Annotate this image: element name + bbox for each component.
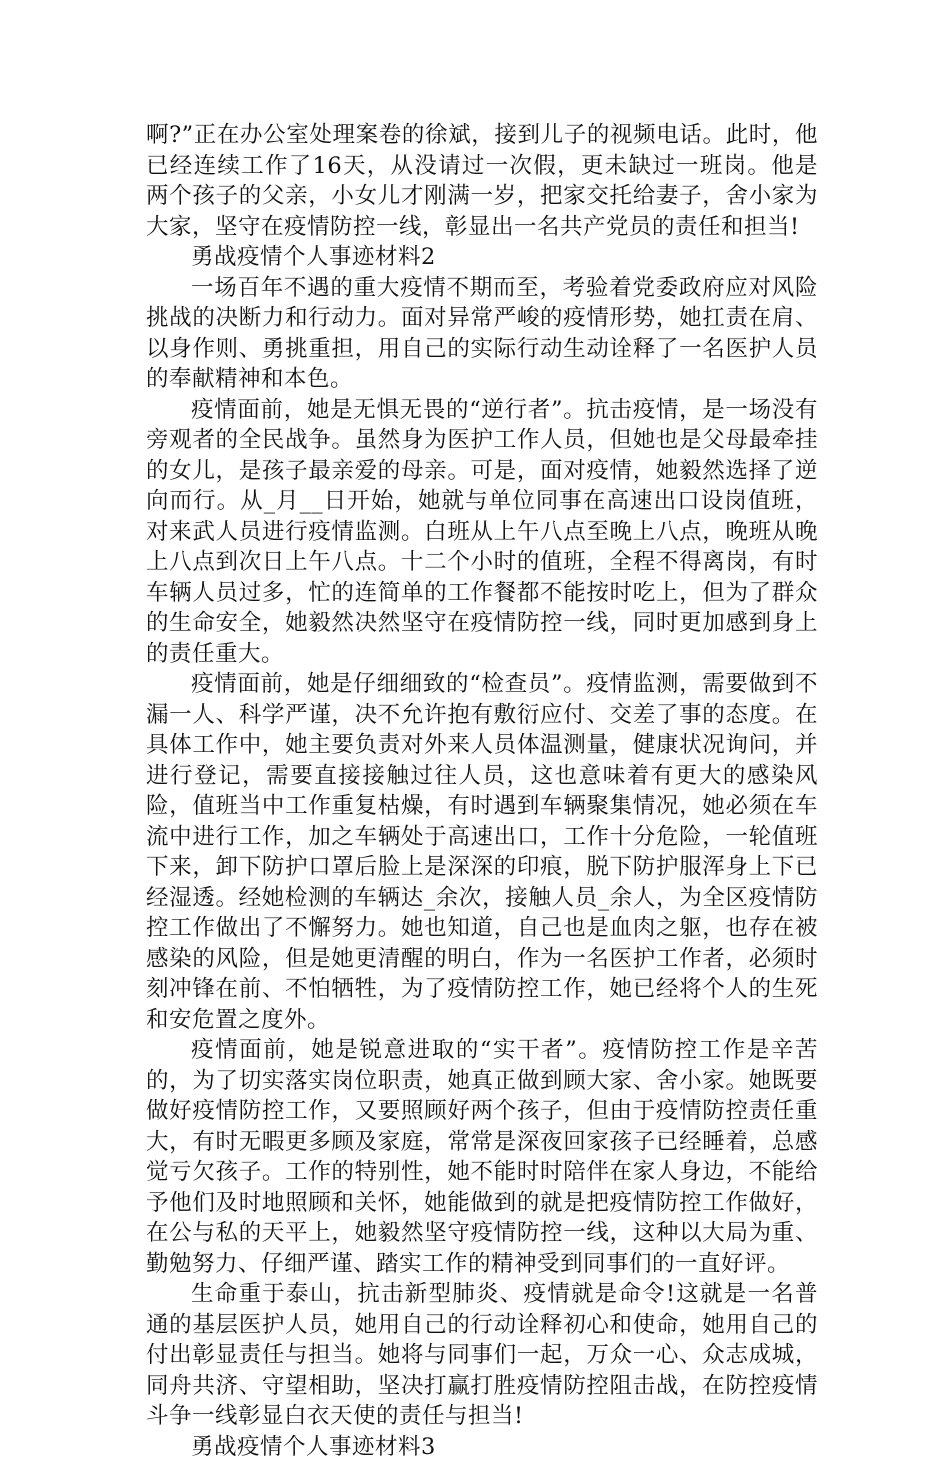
paragraph-conclusion: 生命重于泰山，抗击新型肺炎、疫情就是命令!这就是一名普通的基层医护人员，她用自己的行动诠释初心和使命，她用自己的付出彰显责任与担当。她将与同事们一起，万众一心、众志成城，同舟共济、守望相助，坚决打赢打胜疫情防控阻击战，在防控疫情斗争一线彰显白衣天使的责任与担当! xyxy=(146,1279,818,1432)
paragraph-continuation: 啊?”正在办公室处理案卷的徐斌，接到儿子的视频电话。此时，他已经连续工作了16天，从没请过一次假，更未缺过一班岗。他是两个孩子的父亲，小女儿才刚满一岁，把家交托给妻子，舍小家为大家，坚守在疫情防控一线，彰显出一名共产党员的责任和担当! xyxy=(146,120,818,242)
document-body xyxy=(146,120,818,1462)
paragraph-shiganzhe: 疫情面前，她是锐意进取的“实干者”。疫情防控工作是辛苦的，为了切实落实岗位职责，她真正做到顾大家、舍小家。她既要做好疫情防控工作，又要照顾好两个孩子，但由于疫情防控责任重大，有时无暇更多顾及家庭，常常是深夜回家孩子已经睡着，总感觉亏欠孩子。工作的特别性，她不能时时陪伴在家人身边，不能给予他们及时地照顾和关怀，她能做到的就是把疫情防控工作做好，在公与私的天平上，她毅然坚守疫情防控一线，这种以大局为重、勤勉努力、仔细严谨、踏实工作的精神受到同事们的一直好评。 xyxy=(146,1035,818,1279)
paragraph-nixingzhe: 疫情面前，她是无惧无畏的“逆行者”。抗击疫情，是一场没有旁观者的全民战争。虽然身为医护工作人员，但她也是父母最牵挂的女儿，是孩子最亲爱的母亲。可是，面对疫情，她毅然选择了逆向而行。从_月__日开始，她就与单位同事在高速出口设岗值班，对来武人员进行疫情监测。白班从上午八点至晚上八点，晚班从晚上八点到次日上午八点。十二个小时的值班，全程不得离岗，有时车辆人员过多，忙的连简单的工作餐都不能按时吃上，但为了群众的生命安全，她毅然决然坚守在疫情防控一线，同时更加感到身上的责任重大。 xyxy=(146,395,818,670)
paragraph-intro: 一场百年不遇的重大疫情不期而至，考验着党委政府应对风险挑战的决断力和行动力。面对异常严峻的疫情形势，她扛责在肩、以身作则、勇挑重担，用自己的实际行动生动诠释了一名医护人员的奉献精神和本色。 xyxy=(146,273,818,395)
section-heading-2: 勇战疫情个人事迹材料2 xyxy=(146,242,818,273)
section-heading-3: 勇战疫情个人事迹材料3 xyxy=(146,1432,818,1462)
paragraph-jianchayuan: 疫情面前，她是仔细细致的“检查员”。疫情监测，需要做到不漏一人、科学严谨，决不允许抱有敷衍应付、交差了事的态度。在具体工作中，她主要负责对外来人员体温测量，健康状况询问，并进行登记，需要直接接触过往人员，这也意味着有更大的感染风险，值班当中工作重复枯燥，有时遇到车辆聚集情况，她必须在车流中进行工作，加之车辆处于高速出口，工作十分危险，一轮值班下来，卸下防护口罩后脸上是深深的印痕，脱下防护服浑身上下已经湿透。经她检测的车辆达_余次，接触人员_余人，为全区疫情防控工作做出了不懈努力。她也知道，自己也是血肉之躯，也存在被感染的风险，但是她更清醒的明白，作为一名医护工作者，必须时刻冲锋在前、不怕牺牲，为了疫情防控工作，她已经将个人的生死和安危置之度外。 xyxy=(146,669,818,1035)
